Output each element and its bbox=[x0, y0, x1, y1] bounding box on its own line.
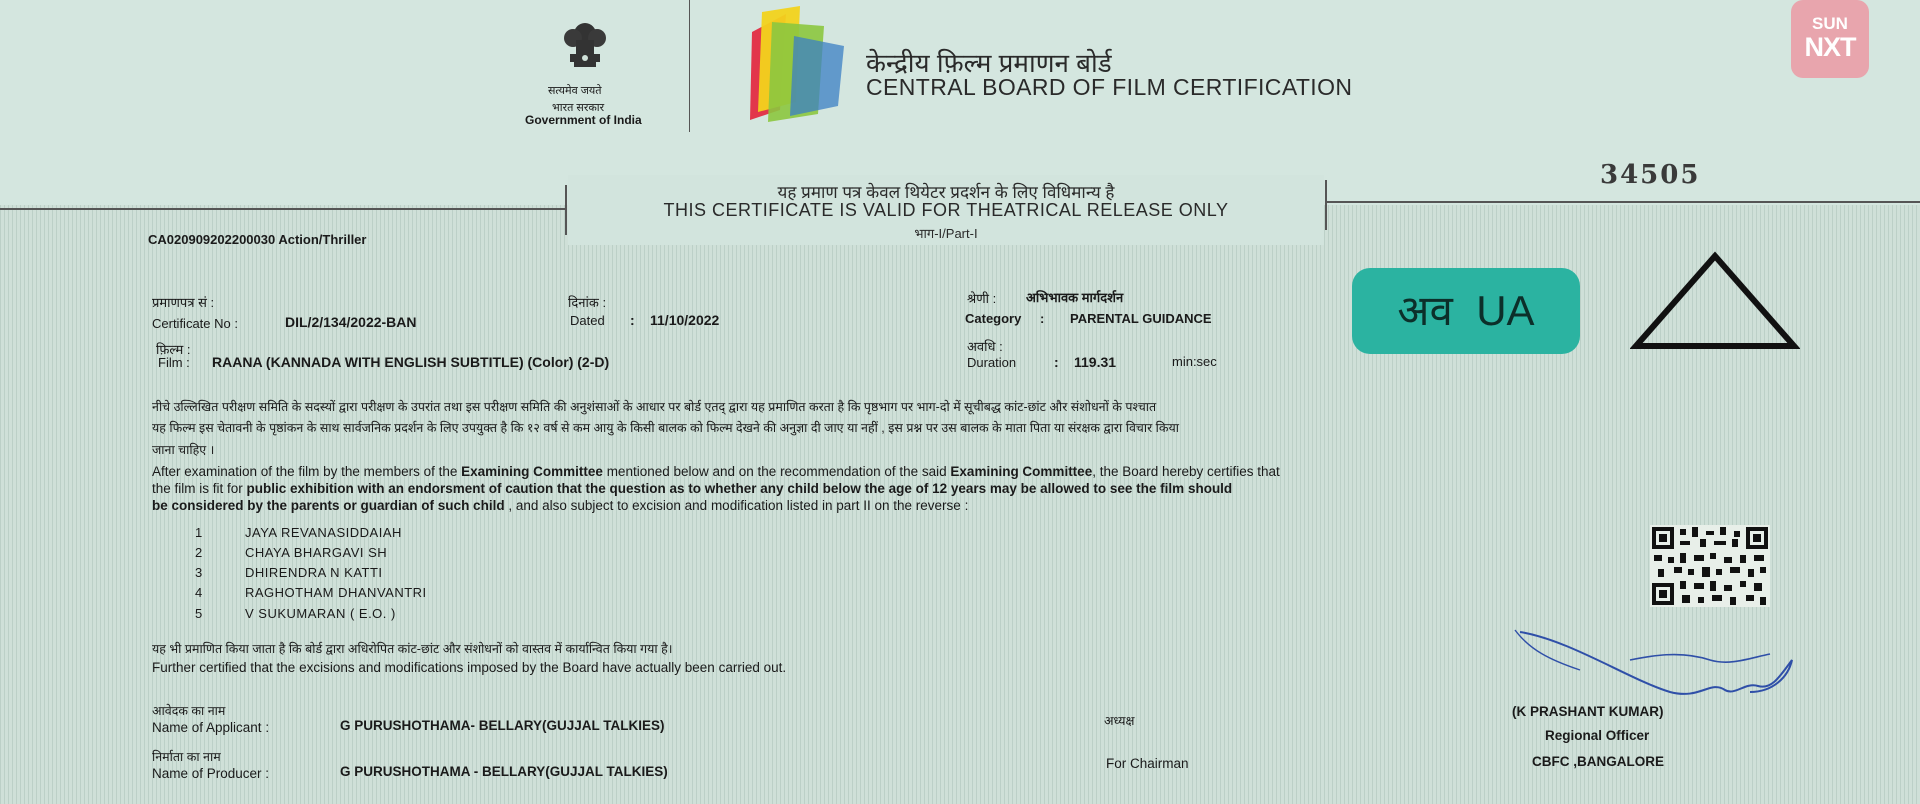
body-english-line1: After examination of the film by the members of the Examining Committee mentioned below and on the recommendation of the said Examining Committee, the Board hereby certifies that bbox=[152, 464, 1280, 479]
qr-code-icon bbox=[1650, 525, 1770, 607]
body-english-line2: the film is fit for public exhibition with an endorsment of caution that the question as to whether any child below the age of 12 years may be allowed to see the film should bbox=[152, 481, 1233, 496]
rule-right bbox=[1327, 201, 1920, 203]
signatory-name: (K PRASHANT KUMAR) bbox=[1512, 704, 1664, 719]
body-hindi-line3: जाना चाहिए । bbox=[152, 443, 215, 457]
date-colon: : bbox=[630, 312, 635, 328]
header-divider bbox=[689, 0, 690, 132]
cert-no-hindi: प्रमाणपत्र सं : bbox=[152, 295, 215, 310]
film-value: RAANA (KANNADA WITH ENGLISH SUBTITLE) (Color) (2-D) bbox=[212, 354, 610, 370]
committee-member: RAGHOTHAM DHANVANTRI bbox=[245, 585, 427, 600]
body-hindi-line2: यह फिल्म इस चेतावनी के पृष्ठांकन के साथ सार्वजनिक प्रदर्शन के लिए उपयुक्त है कि १२ वर्ष से कम आयु के किसी बालक को फिल्म देखने की अनुज्ञा दी जाए या नहीं , इस प्रश्न पर उस बालक के माता पिता या संरक्षक द्वारा विचार किया bbox=[152, 421, 1179, 435]
committee-member: CHAYA BHARGAVI SH bbox=[245, 545, 388, 560]
validity-banner bbox=[568, 175, 1324, 245]
body-english-line3: be considered by the parents or guardian of such child , and also subject to excision and modification listed in part II on the reverse : bbox=[152, 498, 969, 513]
category-hindi-value: अभिभावक मार्गदर्शन bbox=[1026, 290, 1124, 305]
signature-icon bbox=[1510, 620, 1800, 710]
govt-hindi: भारत सरकार bbox=[552, 102, 605, 114]
chairman-hindi: अध्यक्ष bbox=[1104, 714, 1135, 728]
applicant-hindi: आवेदक का नाम bbox=[152, 704, 226, 718]
reference-code: CA020909202200030 Action/Thriller bbox=[148, 232, 367, 247]
category-label: Category bbox=[965, 311, 1022, 326]
validity-english: THIS CERTIFICATE IS VALID FOR THEATRICAL RELEASE ONLY bbox=[663, 200, 1229, 220]
further-hindi: यह भी प्रमाणित किया जाता है कि बोर्ड द्वारा अधिरोपित कांट-छांट और संशोधनों को वास्तव में कार्यान्वित किया गया है। bbox=[152, 642, 673, 656]
triangle-icon bbox=[1630, 250, 1800, 352]
producer-label: Name of Producer : bbox=[152, 766, 270, 781]
committee-no: 1 bbox=[195, 525, 203, 540]
govt-english: Government of India bbox=[525, 113, 642, 127]
board-name-english: CENTRAL BOARD OF FILM CERTIFICATION bbox=[866, 74, 1353, 100]
category-hindi-label: श्रेणी : bbox=[967, 291, 997, 306]
certificate-serial: 34505 bbox=[1600, 160, 1701, 190]
cbfc-logo-icon bbox=[736, 2, 856, 127]
duration-hindi: अवधि : bbox=[967, 339, 1003, 354]
committee-no: 3 bbox=[195, 565, 203, 580]
national-emblem-icon bbox=[540, 10, 630, 82]
committee-member: JAYA REVANASIDDAIAH bbox=[245, 525, 402, 540]
producer-hindi: निर्माता का नाम bbox=[152, 750, 221, 764]
committee-no: 5 bbox=[195, 606, 203, 621]
bracket-left bbox=[565, 185, 567, 235]
watermark-line1: SUN bbox=[1812, 14, 1848, 33]
chairman-english: For Chairman bbox=[1106, 756, 1189, 771]
watermark-line2: NXT bbox=[1804, 32, 1856, 62]
validity-part: भाग-I/Part-I bbox=[914, 226, 978, 241]
committee-no: 4 bbox=[195, 585, 203, 600]
producer-value: G PURUSHOTHAMA - BELLARY(GUJJAL TALKIES) bbox=[340, 764, 668, 779]
applicant-label: Name of Applicant : bbox=[152, 720, 270, 735]
committee-member: V SUKUMARAN ( E.O. ) bbox=[245, 606, 396, 621]
board-name-hindi: केन्द्रीय फ़िल्म प्रमाणन बोर्ड bbox=[866, 48, 1112, 78]
further-english: Further certified that the excisions and modifications imposed by the Board have actually been carried out. bbox=[152, 660, 787, 675]
duration-colon: : bbox=[1054, 354, 1059, 370]
rating-hindi: अव bbox=[1397, 287, 1453, 334]
film-hindi: फ़िल्म : bbox=[156, 342, 191, 357]
rating-english: UA bbox=[1476, 287, 1535, 334]
signatory-office: CBFC ,BANGALORE bbox=[1532, 754, 1664, 769]
committee-member: DHIRENDRA N KATTI bbox=[245, 565, 383, 580]
validity-hindi: यह प्रमाण पत्र केवल थियेटर प्रदर्शन के लिए विधिमान्य है bbox=[777, 183, 1115, 202]
category-value: PARENTAL GUIDANCE bbox=[1070, 311, 1212, 326]
duration-value: 119.31 bbox=[1074, 354, 1117, 370]
rating-badge bbox=[1352, 268, 1580, 354]
bracket-right bbox=[1325, 180, 1327, 230]
date-hindi: दिनांक : bbox=[568, 295, 607, 310]
committee-no: 2 bbox=[195, 545, 203, 560]
cert-no-label: Certificate No : bbox=[152, 316, 238, 331]
category-colon: : bbox=[1040, 311, 1045, 326]
cert-no-value: DIL/2/134/2022-BAN bbox=[285, 314, 417, 330]
body-hindi-line1: नीचे उल्लिखित परीक्षण समिति के सदस्यों द्वारा परीक्षण के उपरांत तथा इस परीक्षण समिति की अनुशंसाओं के आधार पर बोर्ड एतद् द्वारा यह प्रमाणित करता है कि पृष्ठभाग पर भाग-दो में सूचीबद्ध कांट-छांट और संशोधनों के पश्चात bbox=[152, 400, 1157, 414]
film-label: Film : bbox=[158, 355, 190, 370]
date-label: Dated bbox=[570, 313, 605, 328]
emblem-motto: सत्यमेव जयते bbox=[548, 85, 602, 97]
sunnxt-watermark-logo bbox=[1791, 0, 1869, 78]
signatory-title: Regional Officer bbox=[1545, 728, 1650, 743]
rule-left bbox=[0, 208, 565, 210]
applicant-value: G PURUSHOTHAMA- BELLARY(GUJJAL TALKIES) bbox=[340, 718, 665, 733]
duration-unit: min:sec bbox=[1172, 354, 1217, 369]
duration-label: Duration bbox=[967, 355, 1017, 370]
date-value: 11/10/2022 bbox=[650, 312, 720, 328]
